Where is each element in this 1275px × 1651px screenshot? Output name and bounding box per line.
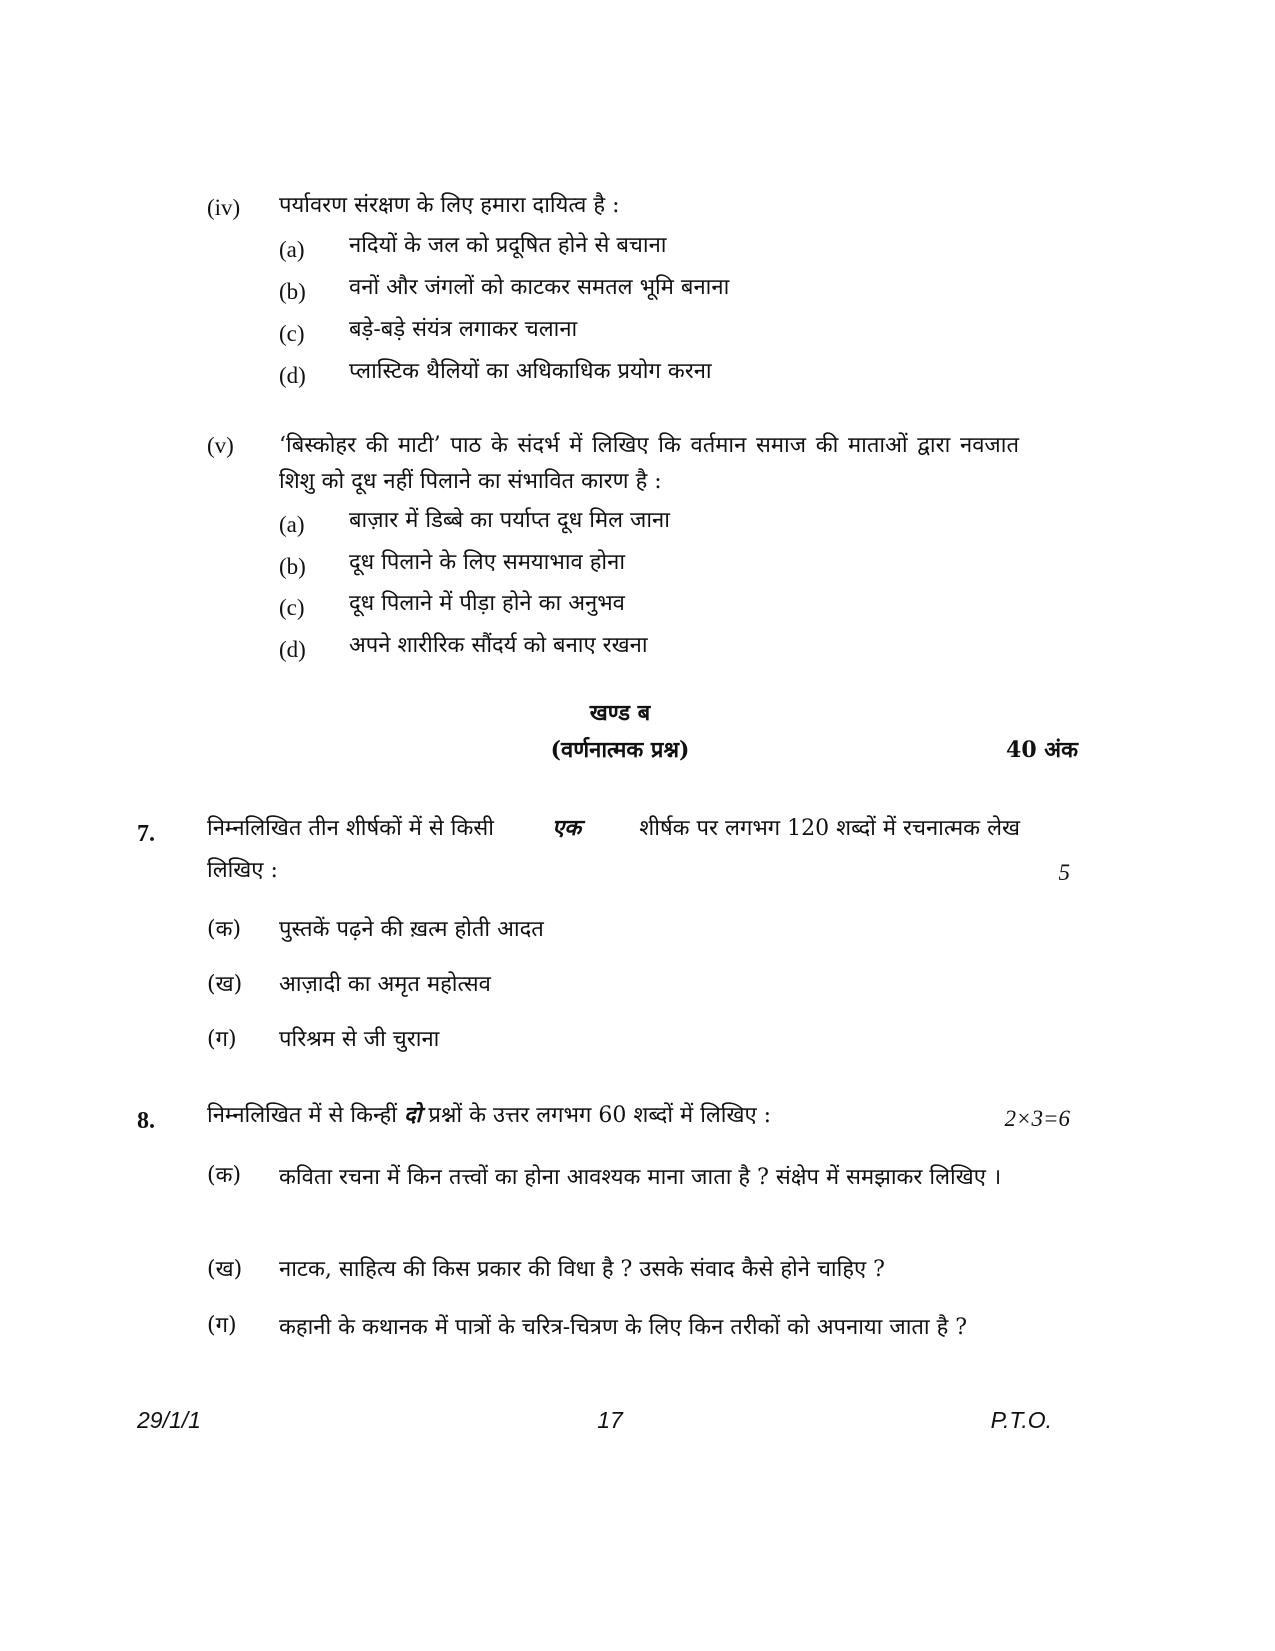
option-text: कहानी के कथानक में पात्रों के चरित्र-चित्रण के लिए किन तरीकों को अपनाया जाता है ?	[279, 1315, 968, 1340]
option-label: (c)	[279, 595, 305, 620]
question-v-stem: ‘बिस्कोहर की माटी’ पाठ के संदर्भ में लिखिए कि वर्तमान समाज की माताओं द्वारा नवजात शिशु को दूध नहीं पिलाने का संभावित कारण है :	[279, 433, 1019, 494]
option-label: (d)	[279, 363, 306, 388]
pto-label: P.T.O.	[990, 1407, 1052, 1433]
question-number: 8.	[137, 1108, 155, 1134]
question-7-line1	[207, 815, 1020, 843]
paper-code: 29/1/1	[137, 1407, 201, 1433]
section-title: खण्ड ब	[589, 700, 651, 726]
option-label: (ख)	[207, 972, 243, 997]
question-7-line2: लिखिए :	[207, 858, 278, 883]
option-label: (क)	[207, 917, 242, 942]
option-label: (क)	[207, 1163, 242, 1188]
option-text: कविता रचना में किन तत्त्वों का होना आवश्यक माना जाता है ? संक्षेप में समझाकर लिखिए ।	[279, 1165, 1002, 1190]
question-7-marks: 5	[1058, 860, 1070, 885]
option-label: (b)	[279, 554, 306, 579]
option-label: (a)	[279, 512, 305, 537]
question-7-emphasis: एक	[552, 815, 582, 841]
option-label: (ग)	[207, 1027, 237, 1052]
question-7-text-after: शीर्षक पर लगभग 120 शब्दों में रचनात्मक लेख	[639, 816, 1020, 841]
option-text: नाटक, साहित्य की किस प्रकार की विधा है ? उसके संवाद कैसे होने चाहिए ?	[279, 1257, 885, 1282]
question-number: 7.	[137, 821, 155, 847]
question-7-text-before: निम्नलिखित तीन शीर्षकों में से किसी	[207, 816, 494, 841]
section-marks: 40 अंक	[1006, 737, 1078, 763]
option-text: आज़ादी का अमृत महोत्सव	[279, 972, 491, 997]
question-8-marks: 2×3=6	[1004, 1106, 1070, 1131]
option-text: दूध पिलाने में पीड़ा होने का अनुभव	[349, 591, 625, 616]
option-text: नदियों के जल को प्रदूषित होने से बचाना	[349, 233, 667, 258]
option-text: परिश्रम से जी चुराना	[279, 1027, 440, 1052]
option-text: प्लास्टिक थैलियों का अधिकाधिक प्रयोग करना	[349, 359, 712, 384]
question-v-label: (v)	[207, 433, 234, 458]
question-8-text-after: प्रश्नों के उत्तर लगभग 60 शब्दों में लिखिए :	[428, 1103, 772, 1128]
question-iv-label: (iv)	[207, 195, 241, 220]
option-text: पुस्तकें पढ़ने की ख़त्म होती आदत	[279, 917, 544, 942]
question-8-emphasis: दो	[403, 1102, 422, 1128]
option-label: (c)	[279, 321, 305, 346]
option-label: (ग)	[207, 1313, 237, 1338]
option-text: अपने शारीरिक सौंदर्य को बनाए रखना	[349, 633, 648, 658]
question-8-text-before: निम्नलिखित में से किन्हीं	[207, 1103, 397, 1128]
page-number: 17	[597, 1407, 623, 1433]
option-text: बाज़ार में डिब्बे का पर्याप्त दूध मिल जाना	[349, 508, 670, 533]
option-text: बड़े-बड़े संयंत्र लगाकर चलाना	[349, 317, 578, 342]
option-label: (ख)	[207, 1257, 243, 1282]
option-label: (d)	[279, 637, 306, 662]
question-iv-stem: पर्यावरण संरक्षण के लिए हमारा दायित्व है :	[279, 193, 620, 218]
option-label: (a)	[279, 237, 305, 262]
question-8-line1	[207, 1102, 771, 1130]
option-text: वनों और जंगलों को काटकर समतल भूमि बनाना	[349, 275, 730, 300]
option-label: (b)	[279, 279, 306, 304]
option-text: दूध पिलाने के लिए समयाभाव होना	[349, 550, 626, 575]
section-subtitle: (वर्णनात्मक प्रश्न)	[550, 737, 690, 763]
